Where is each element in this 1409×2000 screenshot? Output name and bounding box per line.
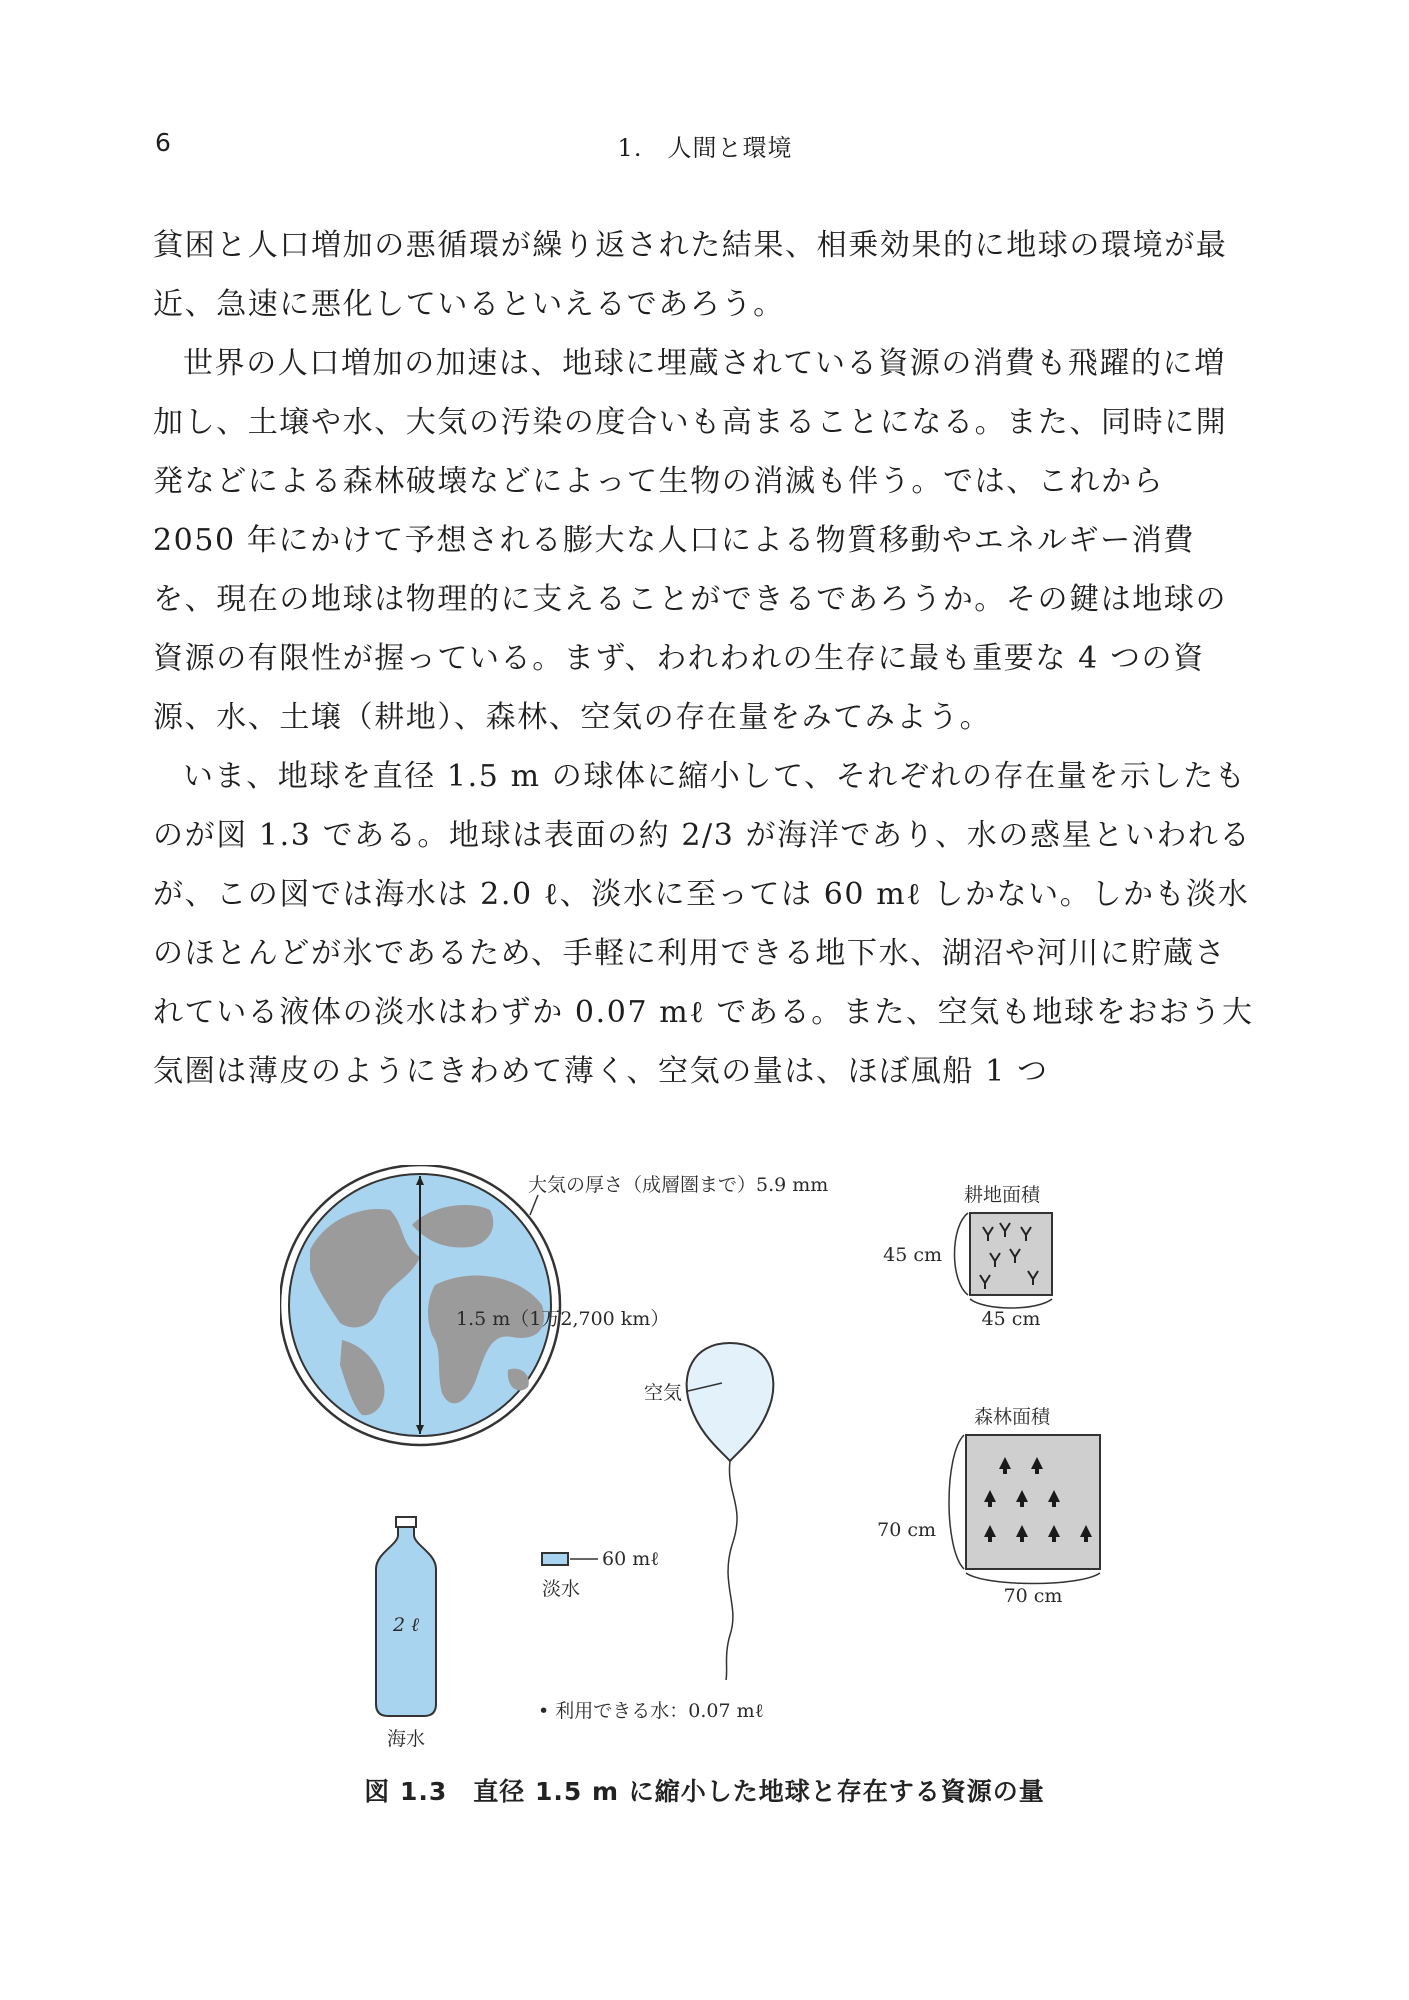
freshwater-dish — [542, 1553, 568, 1565]
farmland-bottom-label: 45 cm — [981, 1308, 1041, 1330]
running-header — [150, 128, 1260, 168]
body-text — [153, 216, 1257, 1101]
seawater-label: 海水 — [386, 1728, 426, 1750]
page-number: 6 — [155, 128, 171, 157]
farmland-title: 耕地面積 — [963, 1184, 1041, 1206]
air-label: 空気 — [643, 1382, 682, 1404]
forest-bottom-label: 70 cm — [1003, 1585, 1063, 1607]
chapter-title: 1. 人間と環境 — [617, 134, 793, 162]
balloon — [687, 1343, 774, 1461]
diameter-label: 1.5 m（1万2,700 km） — [456, 1308, 670, 1330]
freshwater-amount: 60 mℓ — [602, 1548, 660, 1570]
farmland-square — [970, 1213, 1052, 1295]
earth-globe — [280, 1165, 560, 1445]
paragraph-2: 世界の人口増加の加速は、地球に埋蔵されている資源の消費も飛躍的に増加し、土壌や水、大気の汚染の度合いも高まることになる。また、同時に開発などによる森林破壊などによって生物の消滅も伴う。では、これから 2050 年にかけて予想される膨大な人口による物質移動やエネルギー消費を、現在の地球は物理的に支えることができるであろうか。その鍵は地球の資源の有限性が握っている。まず、われわれの生存に最も重要な 4 つの資源、水、土壌（耕地）、森林、空気の存在量をみてみよう。 — [153, 346, 1228, 735]
forest-title: 森林面積 — [973, 1406, 1051, 1428]
paragraph-1: 貧困と人口増加の悪循環が繰り返された結果、相乗効果的に地球の環境が最近、急速に悪化しているといえるであろう。 — [153, 228, 1228, 322]
balloon-string — [726, 1461, 737, 1680]
forest-side-label: 70 cm — [877, 1519, 936, 1541]
bottle-volume: 2 ℓ — [392, 1614, 420, 1636]
figure-1-3 — [280, 1165, 1140, 1754]
farmland-side-label: 45 cm — [883, 1244, 942, 1266]
usable-water-label: • 利用できる水：0.07 mℓ — [538, 1700, 764, 1722]
figure-caption: 図 1.3 直径 1.5 m に縮小した地球と存在する資源の量 — [364, 1777, 1045, 1806]
figure-illustration — [280, 1165, 1140, 1750]
atmosphere-label: 大気の厚さ（成層圏まで）5.9 mm — [528, 1174, 829, 1196]
paragraph-3: いま、地球を直径 1.5 m の球体に縮小して、それぞれの存在量を示したものが図 1.3 である。地球は表面の約 2/3 が海洋であり、水の惑星といわれるが、この図では海水は 2.0 ℓ、淡水に至っては 60 mℓ しかない。しかも淡水のほとんどが氷であるため、手軽に利用できる地下水、湖沼や河川に貯蔵されている液体の淡水はわずか 0.07 mℓ である。また、空気も地球をおおう大気圏は薄皮のようにきわめて薄く、空気の量は、ほぼ風船 1 つ — [153, 759, 1254, 1089]
freshwater-label: 淡水 — [542, 1578, 581, 1600]
